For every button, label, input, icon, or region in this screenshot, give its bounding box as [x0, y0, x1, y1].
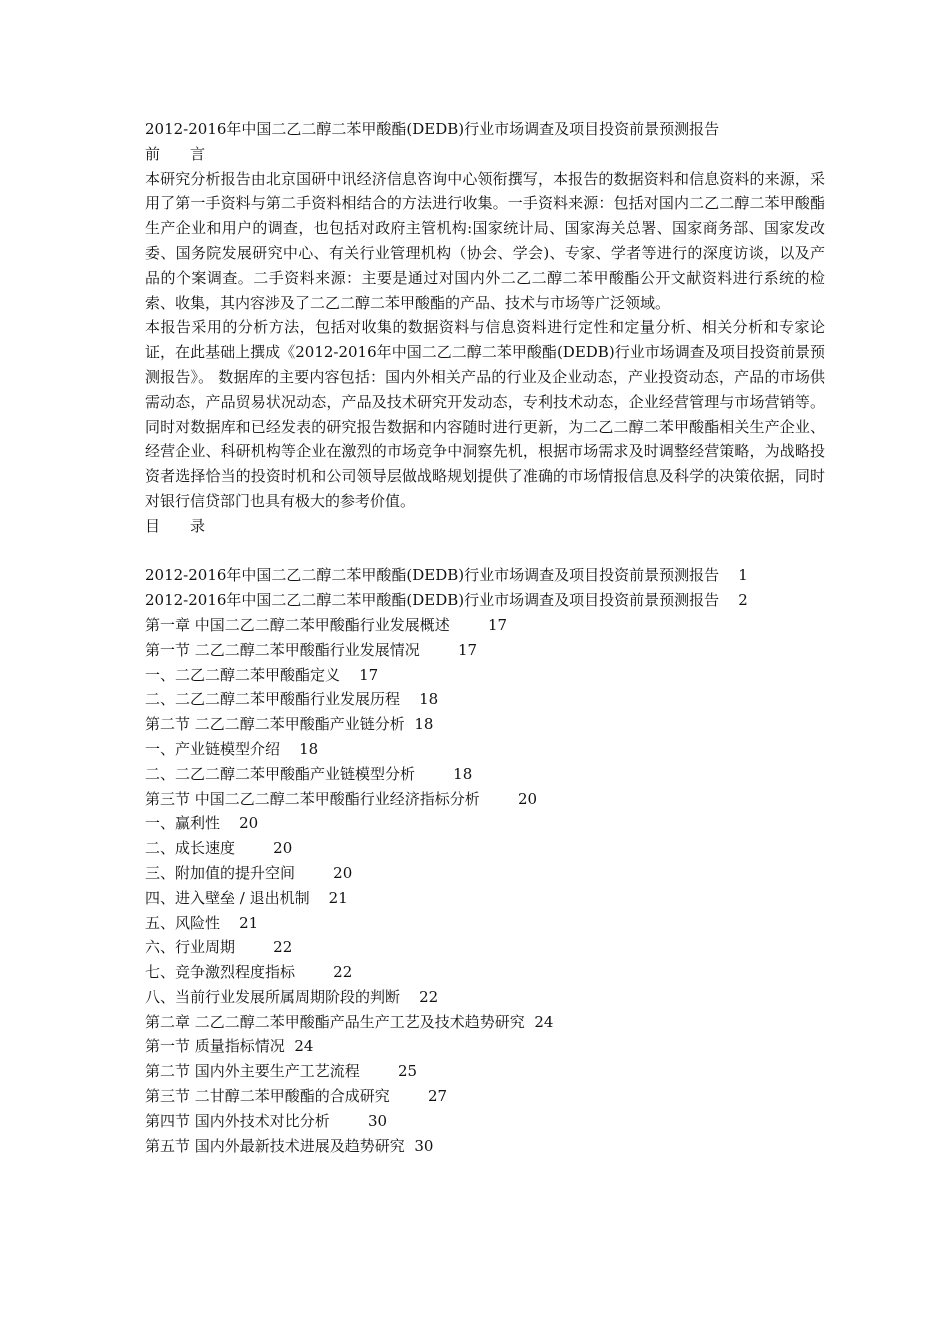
toc-entry-page-number: 1	[738, 566, 748, 585]
toc-entry-spacer	[525, 1013, 535, 1031]
toc-entry-page-number: 24	[534, 1012, 554, 1031]
document-content	[145, 117, 825, 1158]
blank-line	[145, 539, 825, 564]
toc-entry	[145, 588, 825, 613]
toc-entry-page-number: 20	[239, 814, 259, 833]
toc-heading: 目 录	[145, 516, 206, 535]
toc-entry-spacer	[285, 1037, 295, 1055]
toc-entry-title: 六、行业周期	[145, 938, 236, 957]
toc-entry-page-number: 22	[419, 987, 439, 1006]
toc-entry-spacer	[330, 1112, 368, 1130]
toc-entry-title: 四、进入壁垒 / 退出机制	[145, 888, 310, 907]
toc-entry	[145, 836, 825, 861]
toc-entry	[145, 1084, 825, 1109]
toc-entry	[145, 613, 825, 638]
toc-entry	[145, 737, 825, 762]
toc-entry	[145, 935, 825, 960]
toc-entry	[145, 638, 825, 663]
toc-entry-spacer	[480, 790, 518, 808]
toc-entry	[145, 985, 825, 1010]
toc-entry-page-number: 22	[333, 963, 353, 982]
toc-entry-page-number: 25	[397, 1062, 418, 1081]
toc-entry	[145, 1134, 825, 1159]
toc-entry	[145, 762, 825, 787]
toc-entry-page-number: 21	[328, 888, 348, 907]
toc-entry	[145, 861, 825, 886]
toc-entry-title: 第一节 质量指标情况	[145, 1037, 285, 1056]
toc-entry	[145, 687, 825, 712]
toc-entry	[145, 886, 825, 911]
toc-entry	[145, 911, 825, 936]
toc-entry-title: 二、成长速度	[145, 839, 236, 858]
toc-entry	[145, 712, 825, 737]
toc-entry	[145, 787, 825, 812]
toc-entry-spacer	[450, 616, 488, 634]
toc-entry-title: 第一章 中国二乙二醇二苯甲酸酯行业发展概述	[145, 615, 450, 634]
toc-entry-title: 第一节 二乙二醇二苯甲酸酯行业发展情况	[145, 640, 420, 659]
toc-entry-title: 第四节 国内外技术对比分析	[145, 1111, 330, 1130]
document-title: 2012-2016年中国二乙二醇二苯甲酸酯(DEDB)行业市场调查及项目投资前景预测报告	[145, 120, 720, 138]
toc-entry-title: 二、二乙二醇二苯甲酸酯产业链模型分析	[145, 764, 416, 783]
toc-entry-page-number: 20	[333, 863, 353, 882]
toc-entry-spacer	[295, 963, 333, 981]
toc-entry-page-number: 30	[414, 1136, 434, 1155]
toc-entry-title: 第五节 国内外最新技术进展及趋势研究	[145, 1136, 405, 1155]
toc-entry-spacer	[400, 690, 419, 708]
preface-heading: 前 言	[145, 144, 206, 163]
toc-entry-spacer	[280, 740, 299, 758]
toc-entry-page-number: 22	[273, 938, 293, 957]
toc-entry-title: 八、当前行业发展所属周期阶段的判断	[145, 987, 401, 1006]
toc-entry-page-number: 30	[367, 1111, 388, 1130]
toc-entry	[145, 1034, 825, 1059]
preface-paragraph-2: 本报告采用的分析方法，包括对收集的数据资料与信息资料进行定性和定量分析、相关分析和专家论证，在此基础上撰成《2012-2016年中国二乙二醇二苯甲酸酯(DEDB)行业市场调查及项目投资前景预测报告》。 数据库的主要内容包括：国内外相关产品的行业及企业动态，产业投资动态，产品的市场供需动态，产品贸易状况动态，产品及技术研究开发动态，专利技术动态，企业经营管理与市场营销等。同时对数据库和已经发表的研究报告数据和内容随时进行更新，为二乙二醇二苯甲酸酯相关生产企业、经营企业、科研机构等企业在激烈的市场竞争中洞察先机，根据市场需求及时调整经营策略，为战略投资者选择恰当的投资时机和公司领导层做战略规划提供了准确的市场情报信息及科学的决策依据，同时对银行信贷部门也具有极大的参考价值。	[145, 318, 825, 510]
toc-entry	[145, 563, 825, 588]
toc-entry-title: 一、赢利性	[145, 814, 221, 833]
toc-entry-spacer	[235, 839, 273, 857]
toc-entry-title: 2012-2016年中国二乙二醇二苯甲酸酯(DEDB)行业市场调查及项目投资前景预测报告	[145, 591, 720, 610]
toc-entry-title: 三、附加值的提升空间	[145, 863, 296, 882]
toc-entry	[145, 1059, 825, 1084]
toc-entry-page-number: 18	[299, 739, 319, 758]
toc-entry-page-number: 17	[457, 640, 478, 659]
toc-entry-title: 五、风险性	[145, 913, 221, 932]
toc-entry	[145, 811, 825, 836]
toc-entry-page-number: 21	[239, 913, 259, 932]
toc-entry-page-number: 27	[427, 1087, 448, 1106]
toc-entry-spacer	[415, 765, 453, 783]
toc-entry-page-number: 24	[294, 1037, 314, 1056]
toc-entry-spacer	[235, 938, 273, 956]
toc-entry-title: 第二章 二乙二醇二苯甲酸酯产品生产工艺及技术趋势研究	[145, 1012, 525, 1031]
toc-entry-page-number: 17	[359, 665, 379, 684]
toc-entry-page-number: 18	[414, 715, 434, 734]
toc-entry-spacer	[390, 1087, 428, 1105]
toc-entry-title: 七、竞争激烈程度指标	[145, 963, 296, 982]
toc-entry-spacer	[719, 566, 738, 584]
toc-entry-title: 第三节 中国二乙二醇二苯甲酸酯行业经济指标分析	[145, 789, 480, 808]
toc-entry-spacer	[220, 914, 239, 932]
toc-entry-title: 二、二乙二醇二苯甲酸酯行业发展历程	[145, 690, 401, 709]
toc-entry-page-number: 18	[453, 764, 473, 783]
toc-entry-title: 2012-2016年中国二乙二醇二苯甲酸酯(DEDB)行业市场调查及项目投资前景预测报告	[145, 566, 720, 585]
toc-entry-spacer	[360, 1062, 398, 1080]
toc-entry	[145, 1010, 825, 1035]
toc-entry-title: 第二节 二乙二醇二苯甲酸酯产业链分析	[145, 715, 405, 734]
toc-entry	[145, 1109, 825, 1134]
toc-entry-spacer	[310, 889, 329, 907]
toc-entry-title: 一、产业链模型介绍	[145, 739, 281, 758]
toc-entry-page-number: 20	[517, 789, 538, 808]
toc-entry-spacer	[420, 641, 458, 659]
toc-entry-spacer	[400, 988, 419, 1006]
toc-entry	[145, 960, 825, 985]
toc-entry	[145, 663, 825, 688]
toc-entry-title: 第三节 二甘醇二苯甲酸酯的合成研究	[145, 1087, 390, 1106]
table-of-contents	[145, 563, 825, 1158]
toc-entry-spacer	[405, 715, 415, 733]
toc-entry-spacer	[719, 591, 738, 609]
preface-paragraph-1: 本研究分析报告由北京国研中讯经济信息咨询中心领衔撰写，本报告的数据资料和信息资料的来源，采用了第一手资料与第二手资料相结合的方法进行收集。一手资料来源：包括对国内二乙二醇二苯甲酸酯生产企业和用户的调查，也包括对政府主管机构:国家统计局、国家海关总署、国家商务部、国家发改委、国务院发展研究中心、有关行业管理机构（协会、学会)、专家、学者等进行的深度访谈，以及产品的个案调查。二手资料来源：主要是通过对国内外二乙二醇二苯甲酸酯公开文献资料进行系统的检索、收集，其内容涉及了二乙二醇二苯甲酸酯的产品、技术与市场等广泛领域。	[145, 169, 825, 312]
toc-entry-page-number: 18	[419, 690, 439, 709]
toc-entry-spacer	[340, 666, 359, 684]
toc-entry-spacer	[220, 814, 239, 832]
toc-entry-spacer	[295, 864, 333, 882]
toc-entry-title: 第二节 国内外主要生产工艺流程	[145, 1062, 360, 1081]
toc-entry-title: 一、二乙二醇二苯甲酸酯定义	[145, 665, 341, 684]
toc-entry-spacer	[405, 1137, 415, 1155]
toc-entry-page-number: 2	[738, 591, 748, 610]
toc-entry-page-number: 20	[273, 839, 293, 858]
toc-entry-page-number: 17	[487, 615, 508, 634]
